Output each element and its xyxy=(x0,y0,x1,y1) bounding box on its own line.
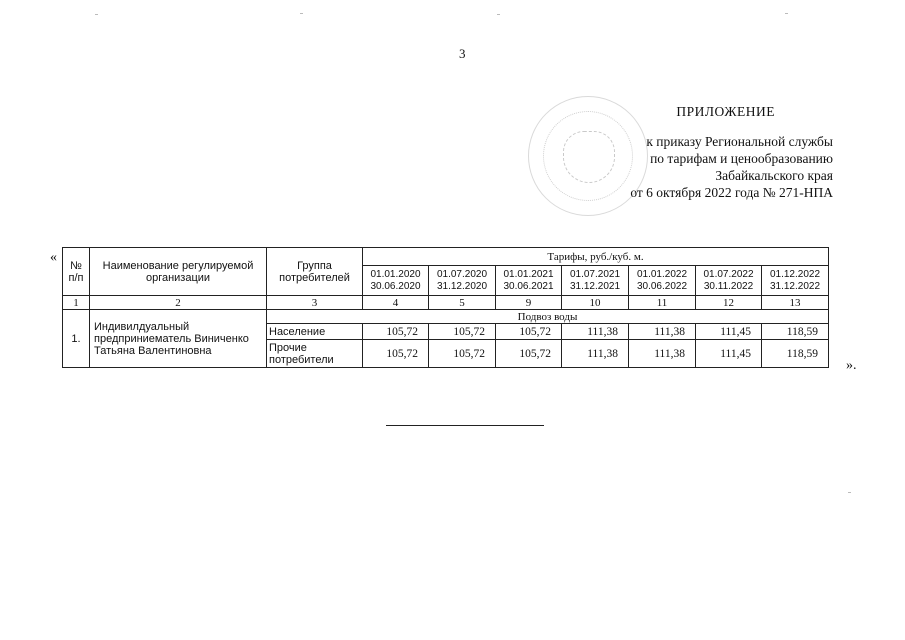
tariff-value: 105,72 xyxy=(429,340,496,368)
appendix-line: по тарифам и ценообразованию xyxy=(650,151,833,166)
index-cell: 1 xyxy=(63,296,90,310)
tariff-value: 111,38 xyxy=(562,340,629,368)
period-from: 01.01.2022 xyxy=(636,268,688,280)
scan-speck xyxy=(300,13,303,14)
period-from: 01.12.2022 xyxy=(769,268,821,280)
appendix-header xyxy=(630,103,833,201)
scan-speck xyxy=(95,14,98,15)
consumer-group: Население xyxy=(267,324,363,340)
scan-speck xyxy=(497,14,500,15)
appendix-title: ПРИЛОЖЕНИЕ xyxy=(676,104,775,119)
header-tariffs: Тарифы, руб./куб. м. xyxy=(363,248,829,266)
tariff-value: 105,72 xyxy=(496,340,562,368)
opening-quote: « xyxy=(50,250,57,265)
period-header xyxy=(429,266,496,296)
index-cell: 12 xyxy=(696,296,762,310)
index-cell: 11 xyxy=(629,296,696,310)
period-header xyxy=(629,266,696,296)
end-separator-line xyxy=(386,425,544,426)
tariff-value: 105,72 xyxy=(429,324,496,340)
period-to: 31.12.2020 xyxy=(436,280,488,292)
period-from: 01.07.2020 xyxy=(436,268,488,280)
index-cell: 9 xyxy=(496,296,562,310)
period-to: 31.12.2021 xyxy=(569,280,621,292)
period-header xyxy=(762,266,829,296)
appendix-line: Забайкальского края xyxy=(715,168,833,183)
tariff-value: 118,59 xyxy=(762,324,829,340)
tariff-value: 105,72 xyxy=(363,324,429,340)
header-organization: Наименование регулируемой организации xyxy=(90,248,267,296)
tariff-table xyxy=(62,247,829,368)
period-to: 30.06.2021 xyxy=(503,280,554,292)
index-cell: 2 xyxy=(90,296,267,310)
scan-speck xyxy=(785,13,788,14)
index-cell: 4 xyxy=(363,296,429,310)
period-from: 01.07.2021 xyxy=(569,268,621,280)
period-header xyxy=(562,266,629,296)
tariff-value: 105,72 xyxy=(496,324,562,340)
appendix-line: от 6 октября 2022 года № 271-НПА xyxy=(630,185,833,200)
period-to: 30.06.2020 xyxy=(370,280,421,292)
tariff-value: 111,38 xyxy=(562,324,629,340)
seal-emblem xyxy=(563,131,615,183)
appendix-line: к приказу Региональной службы xyxy=(646,134,833,149)
closing-quote: ». xyxy=(846,358,857,373)
period-to: 30.11.2022 xyxy=(703,280,754,292)
period-to: 31.12.2022 xyxy=(769,280,821,292)
page-number: 3 xyxy=(459,46,466,61)
index-cell: 13 xyxy=(762,296,829,310)
consumer-group: Прочие потребители xyxy=(267,340,363,368)
tariff-value: 111,45 xyxy=(696,340,762,368)
tariff-value: 111,45 xyxy=(696,324,762,340)
tariff-value: 111,38 xyxy=(629,340,696,368)
organization-name: Индивилдуальный предприниематель Виниченко Татьяна Валентиновна xyxy=(90,310,267,368)
header-consumer-group: Группа потребителей xyxy=(267,248,363,296)
period-from: 01.01.2021 xyxy=(503,268,554,280)
index-cell: 10 xyxy=(562,296,629,310)
period-header xyxy=(496,266,562,296)
period-header xyxy=(696,266,762,296)
tariff-value: 111,38 xyxy=(629,324,696,340)
index-cell: 5 xyxy=(429,296,496,310)
tariff-value: 105,72 xyxy=(363,340,429,368)
scan-speck xyxy=(848,492,851,493)
period-to: 30.06.2022 xyxy=(636,280,688,292)
tariff-value: 118,59 xyxy=(762,340,829,368)
period-from: 01.01.2020 xyxy=(370,268,421,280)
section-title: Подвоз воды xyxy=(267,310,829,324)
index-cell: 3 xyxy=(267,296,363,310)
header-number: № п/п xyxy=(63,248,90,296)
period-from: 01.07.2022 xyxy=(703,268,754,280)
period-header xyxy=(363,266,429,296)
row-number: 1. xyxy=(63,310,90,368)
